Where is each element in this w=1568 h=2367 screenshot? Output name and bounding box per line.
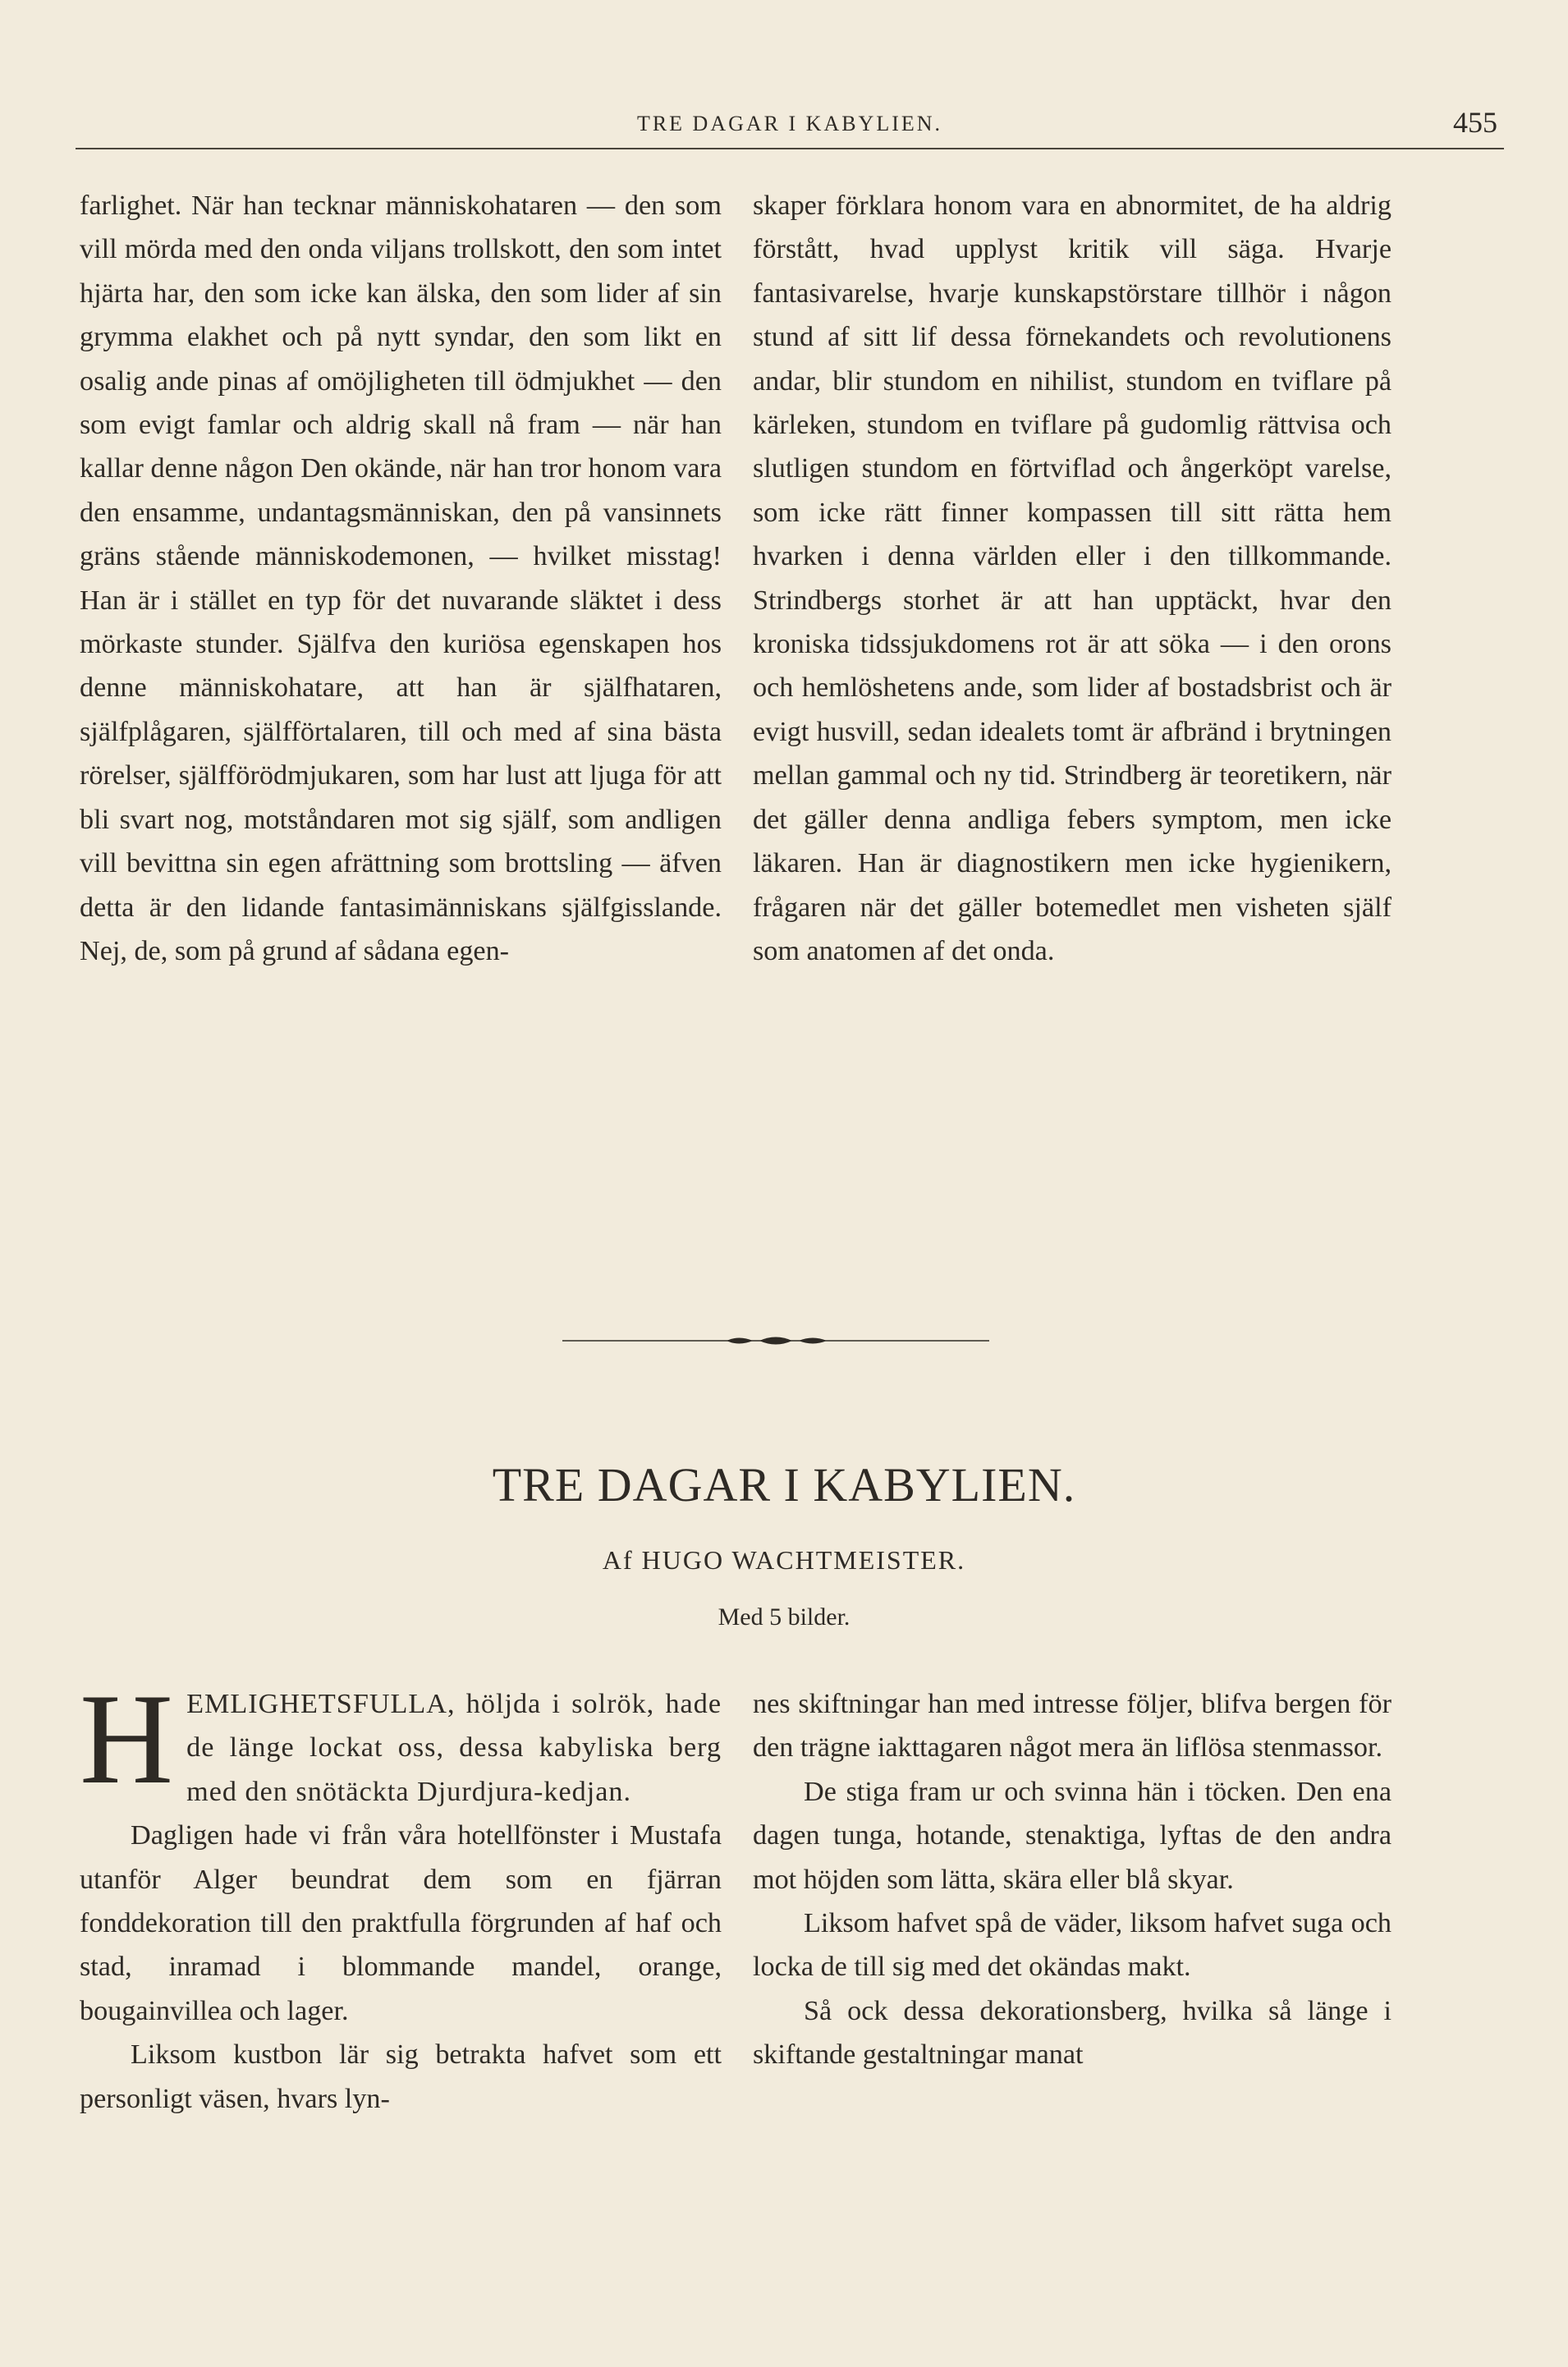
article-paragraph-1: [80, 1667, 722, 1814]
article-title: TRE DAGAR I KABYLIEN.: [492, 1458, 1076, 1511]
prev-article-right-text: skaper förklara honom vara en abnormitet, de ha aldrig förstått, hvad upplyst kritik vill säga. Hvarje fantasivarelse, hvarje kunskapstörstare tillhör i någon stund af sitt lif dessa förnekandets och revolutionens andar, blir stundom en nihilist, stundom en tviflare på kärleken, stundom en tviflare på gudomlig rättvisa och slutligen stundom en förtviflad och ångerköpt varelse, som icke rätt finner kompassen till sitt rätta hem hvarken i denna världen eller i den tillkommande. Strindbergs storhet är att han upptäckt, hvar den kroniska tidssjukdomens rot är att söka — i den orons och hemlöshetens ande, som lider af bostadsbrist och är evigt husvill, sedan idealets tomt är afbränd i brytningen mellan gammal och ny tid. Strindberg är teoretikern, när det gäller denna andliga febers symptom, men icke läkaren. Han är diagnostikern men icke hygienikern, frågaren när det gäller botemedlet men visheten själf som anatomen af det onda.: [753, 190, 1391, 966]
section-divider-ornament: [562, 1328, 989, 1353]
article-subtitle: Med 5 bilder.: [718, 1603, 850, 1631]
article-paragraph-4: nes skiftningar han med intresse följer, blifva bergen för den trägne iakttagaren något mera än liflösa stenmassor.: [753, 1689, 1391, 1764]
header-rule: [76, 148, 1504, 149]
prev-article-left-text: farlighet. När han tecknar människohataren — den som vill mörda med den onda viljans trollskott, den som intet hjärta har, den som icke kan älska, den som lider af sin grymma elakhet och på nytt syndar, den som likt en osalig ande pinas af omöjligheten till ödmjukhet — den som evigt famlar och aldrig skall nå fram — när han kallar denne någon Den okände, när han tror honom vara den ensamme, undantagsmänniskan, den på vansinnets gräns stående människodemonen, — hvilket misstag! Han är i stället en typ för det nuvarande släktet i dess mörkaste stunder. Själfva den kuriösa egenskapen hos denne människohatare, att han är själfhataren, själfplågaren, själfförtalaren, till och med af sina bästa rörelser, själfförödmjukaren, som har lust att ljuga för att bli svart nog, motståndaren mot sig själf, som andligen vill bevittna sin egen afrättning som brottsling — äfven detta är den lidande fantasimänniskans själfgisslande. Nej, de, som på grund af sådana egen-: [80, 190, 722, 966]
prev-article-left-column: [80, 184, 722, 973]
article-paragraph-5: De stiga fram ur och svinna hän i töcken. Den ena dagen tunga, hotande, stenaktiga, lyftas de den andra mot höjden som lätta, skära eller blå skyar.: [753, 1776, 1391, 1895]
article-paragraph-1-text: EMLIGHETSFULLA, höljda i solrök, hade de länge lockat oss, dessa kabyliska berg med den snötäckta Djurdjura-kedjan.: [186, 1689, 722, 1807]
article-paragraph-2: Dagligen hade vi från våra hotellfönster i Mustafa utanför Alger beundrat dem som en fjärran fonddekoration till den praktfulla förgrunden af haf och stad, inramad i blommande mandel, orange, bougainvillea och lager.: [80, 1820, 722, 2026]
article-paragraph-7: Så ock dessa dekorationsberg, hvilka så länge i skiftande gestaltningar manat: [753, 1995, 1391, 2071]
page-number: 455: [1453, 106, 1497, 139]
running-title: TRE DAGAR I KABYLIEN.: [636, 112, 943, 135]
running-head: [76, 105, 1504, 146]
prev-article-right-column: [753, 184, 1391, 973]
article-byline: Af HUGO WACHTMEISTER.: [602, 1545, 966, 1575]
drop-cap: H: [80, 1667, 174, 1811]
article-paragraph-3: Liksom kustbon lär sig betrakta hafvet som ett personligt väsen, hvars lyn-: [80, 2039, 722, 2114]
article-paragraph-6: Liksom hafvet spå de väder, liksom hafvet suga och locka de till sig med det okändas makt.: [753, 1908, 1391, 1983]
article-left-column: [80, 1667, 722, 2121]
article-right-column: [753, 1682, 1391, 2077]
